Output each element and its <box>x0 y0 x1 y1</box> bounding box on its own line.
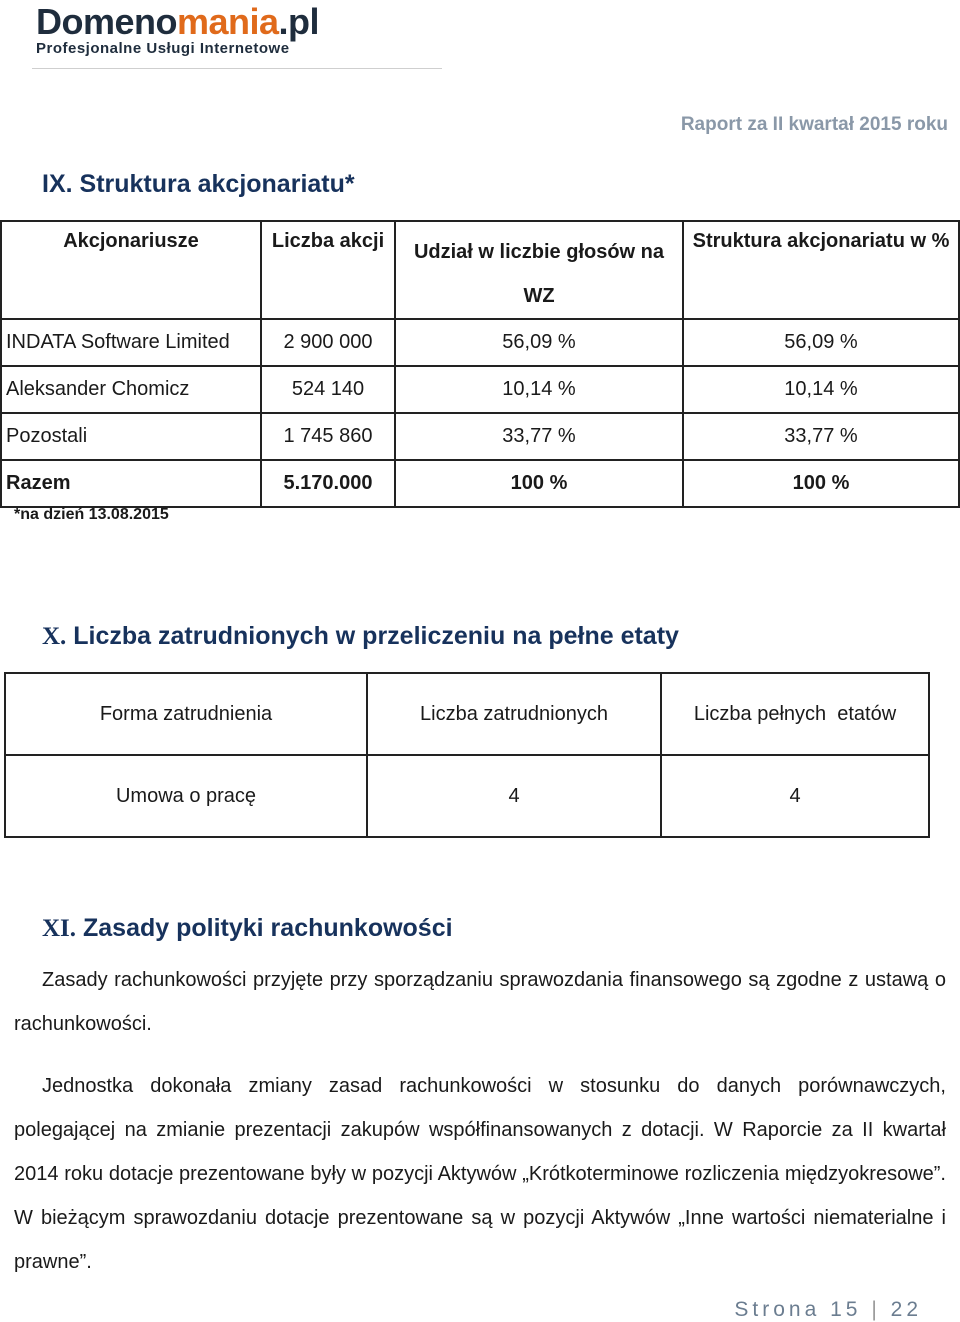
page-number: Strona 15 | 22 <box>734 1298 922 1321</box>
table-row <box>1 366 959 413</box>
section-heading-xi <box>42 914 453 943</box>
table-cell: 10,14 % <box>683 366 959 413</box>
table-cell: 56,09 % <box>395 319 683 366</box>
table-cell: 56,09 % <box>683 319 959 366</box>
logo-wordmark: Domenomania.pl <box>36 1 320 42</box>
section-title-text: Liczba zatrudnionych w przeliczeniu na pełne etaty <box>73 622 679 650</box>
column-header: Akcjonariusze <box>1 221 261 319</box>
table-cell: 5.170.000 <box>261 460 395 507</box>
table-cell: 100 % <box>395 460 683 507</box>
section-heading-ix <box>42 170 355 199</box>
table-cell: 33,77 % <box>395 413 683 460</box>
table-header-row <box>1 221 959 319</box>
column-header-udzial: Udział w liczbie głosów na WZ <box>395 221 683 319</box>
table-cell: INDATA Software Limited <box>1 319 261 366</box>
logo-tagline: Profesjonalne Usługi Internetowe <box>36 40 290 57</box>
table-footnote: *na dzień 13.08.2015 <box>14 506 169 523</box>
table-cell: Aleksander Chomicz <box>1 366 261 413</box>
report-title: Raport za II kwartał 2015 roku <box>680 114 948 135</box>
table-cell: 100 % <box>683 460 959 507</box>
table-cell: Pozostali <box>1 413 261 460</box>
shareholder-structure-table <box>0 220 960 508</box>
table-cell: Razem <box>1 460 261 507</box>
employment-table <box>4 672 930 838</box>
column-header: Liczba zatrudnionych <box>367 673 661 755</box>
table-cell: 2 900 000 <box>261 319 395 366</box>
column-header: Liczba pełnych etatów <box>661 673 929 755</box>
table-cell: 524 140 <box>261 366 395 413</box>
section-heading-x <box>42 622 679 651</box>
section-number: X. <box>42 623 67 650</box>
section-number: XI. <box>42 915 77 942</box>
table-cell: 1 745 860 <box>261 413 395 460</box>
section-title-text: Struktura akcjonariatu* <box>79 170 355 198</box>
table-row <box>1 319 959 366</box>
table-cell: 4 <box>661 755 929 837</box>
section-number: IX. <box>42 170 73 198</box>
body-paragraph: Zasady rachunkowości przyjęte przy sporządzaniu sprawozdania finansowego są zgodne z ustawą o rachunkowości. <box>14 969 946 1035</box>
column-header: Liczba akcji <box>261 221 395 319</box>
table-cell: 33,77 % <box>683 413 959 460</box>
table-cell: 10,14 % <box>395 366 683 413</box>
table-cell: 4 <box>367 755 661 837</box>
header-divider <box>32 68 442 69</box>
table-row <box>5 755 929 837</box>
body-paragraph: Jednostka dokonała zmiany zasad rachunkowości w stosunku do danych porównawczych, polegającej na zmianie prezentacji zakupów współfinansowanych z dotacji. W Raporcie za II kwartał 2014 roku dotacje prezentowane były w pozycji Aktywów „Krótkoterminowe rozliczenia międzyokresowe”. W bieżącym sprawozdaniu dotacje prezentowane są w pozycji Aktywów „Inne wartości niematerialne i prawne”. <box>14 1075 946 1273</box>
column-header: Struktura akcjonariatu w % <box>683 221 959 319</box>
table-total-row <box>1 460 959 507</box>
company-logo <box>36 2 319 57</box>
section-title-text: Zasady polityki rachunkowości <box>83 914 453 942</box>
table-row <box>1 413 959 460</box>
column-header: Forma zatrudnienia <box>5 673 367 755</box>
table-header-row <box>5 673 929 755</box>
table-cell: Umowa o pracę <box>5 755 367 837</box>
